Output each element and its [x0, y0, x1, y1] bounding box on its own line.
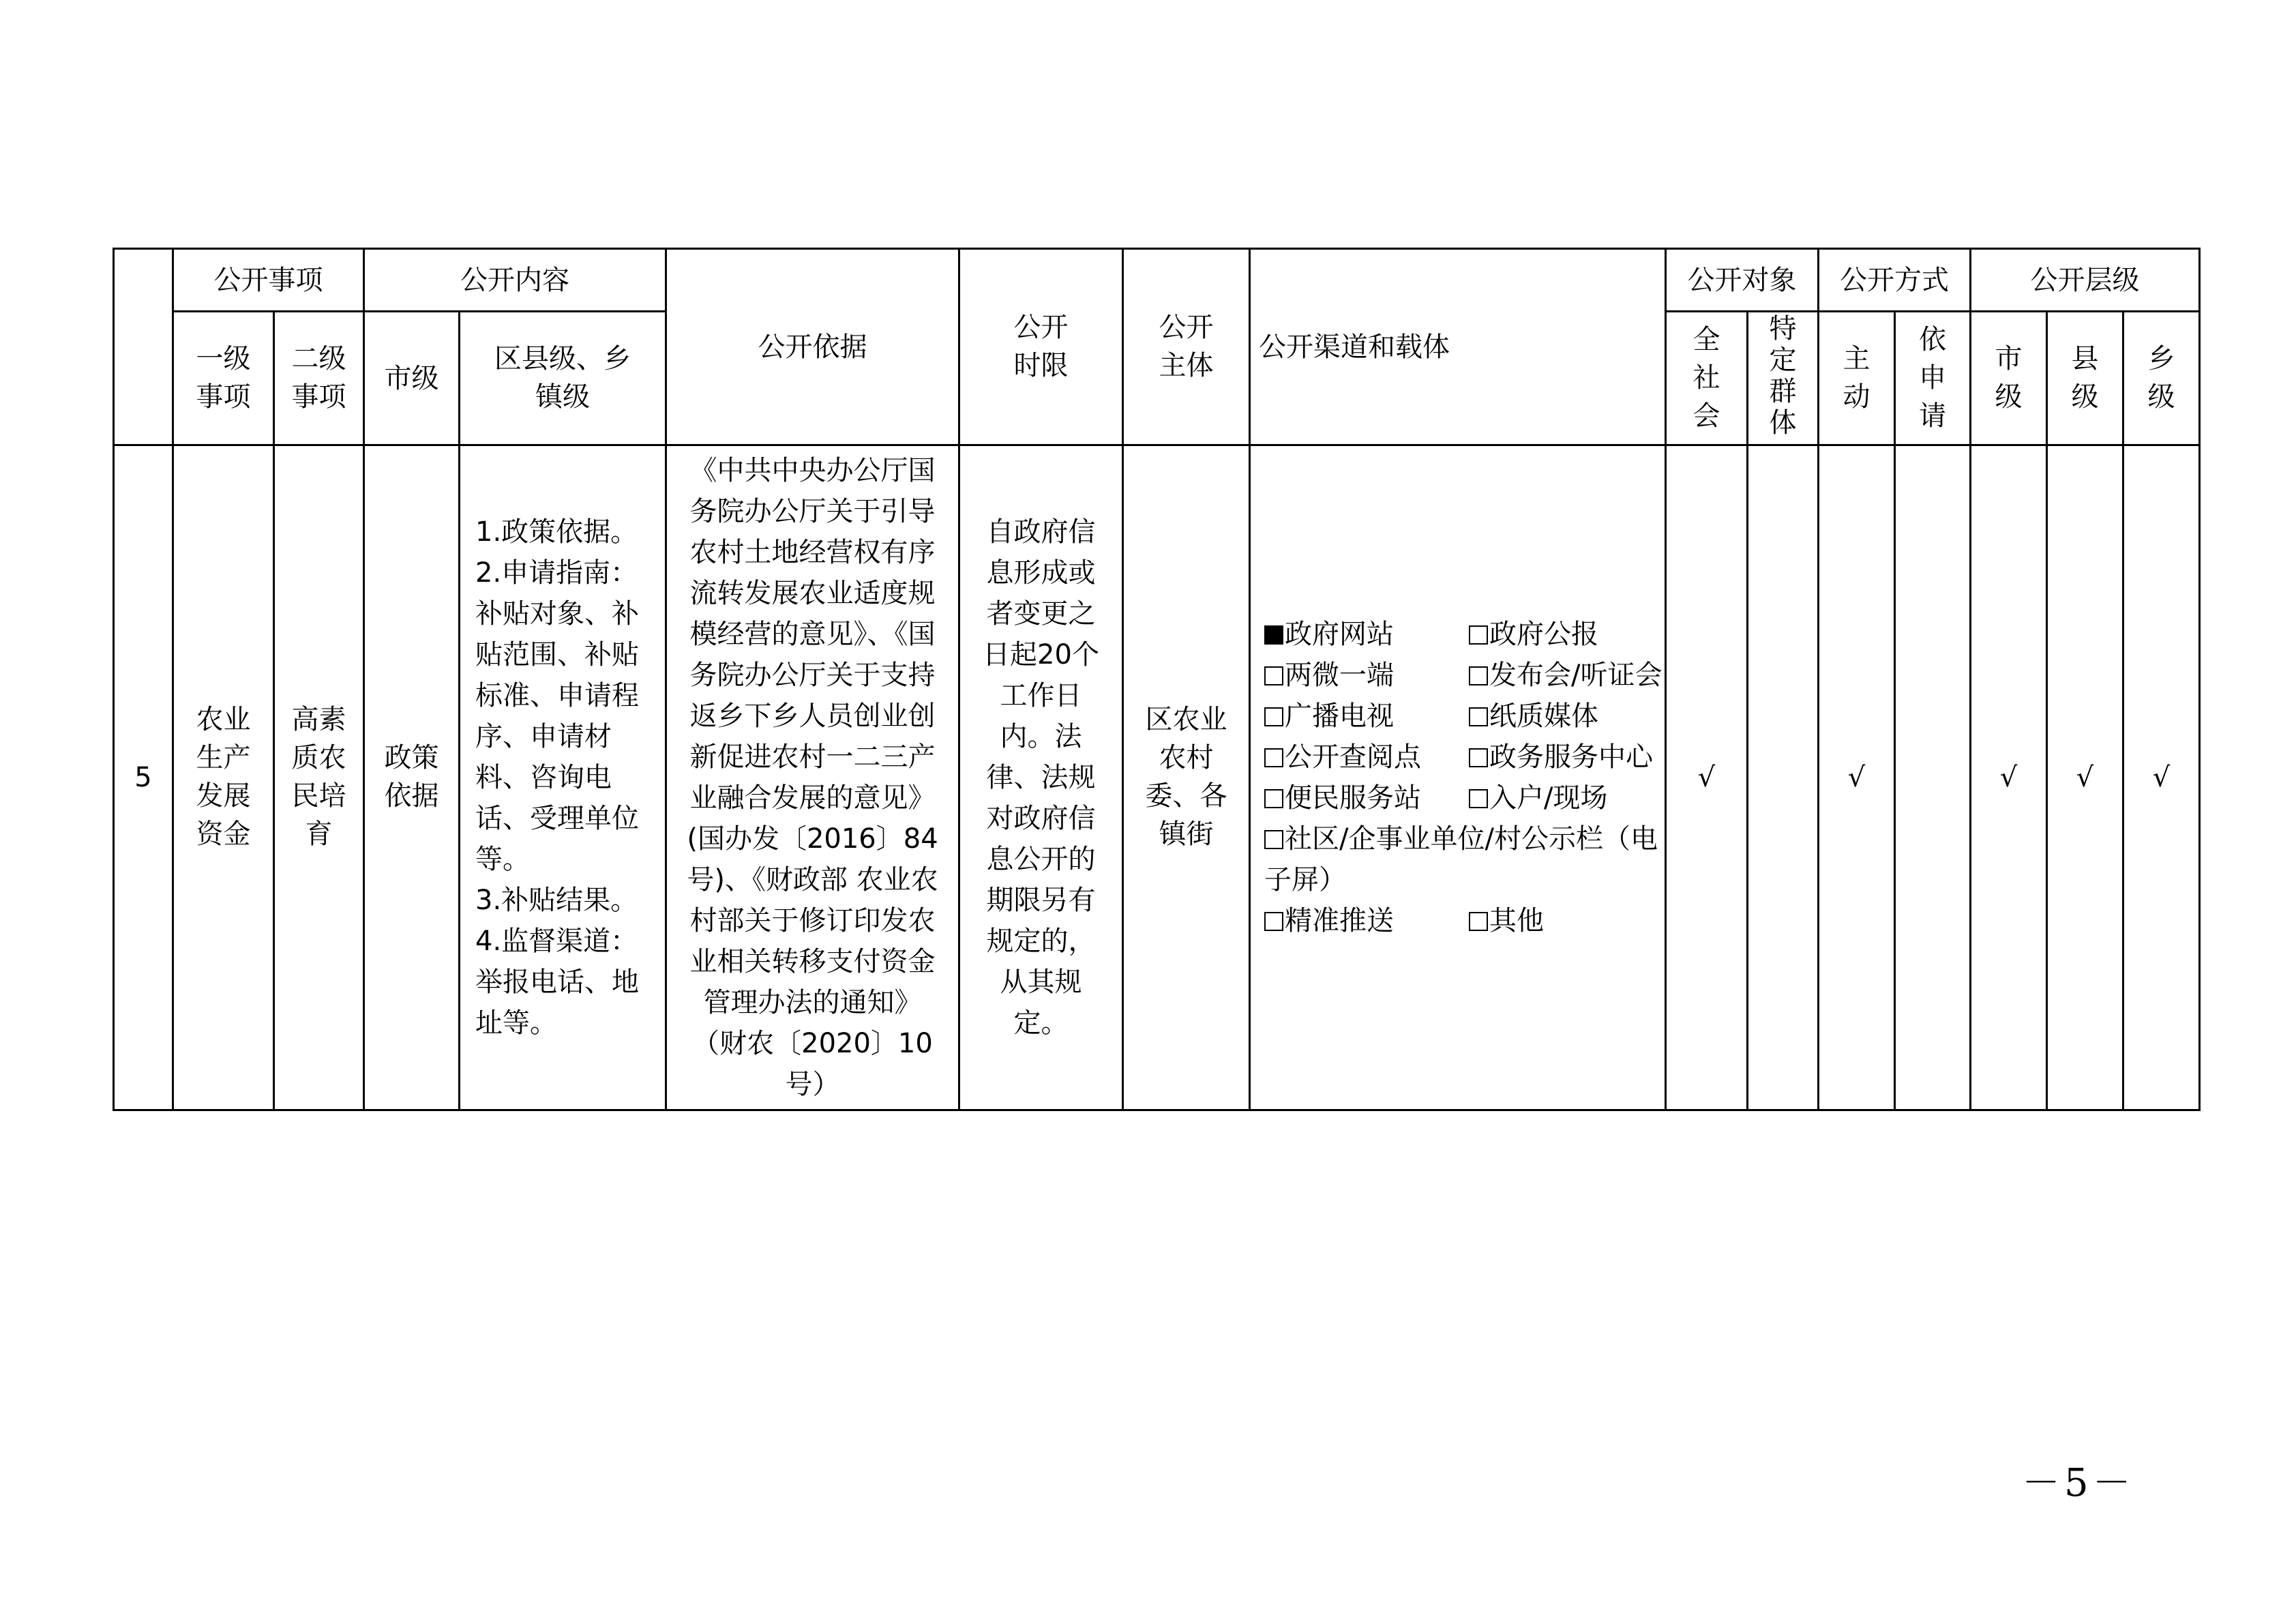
channel-item: [1264, 818, 1673, 900]
checkbox-icon: [1469, 789, 1488, 808]
channel-item: [1469, 737, 1673, 778]
header-lvl-city: 市级: [1971, 312, 2047, 445]
checkbox-icon: [1264, 789, 1283, 808]
check-lvl-county: √: [2047, 445, 2123, 1110]
channel-item: [1469, 614, 1673, 655]
channel-label: 社区/企事业单位/村公示栏（电子屏）: [1264, 823, 1658, 896]
check-lvl-city: √: [1971, 445, 2047, 1110]
checkbox-icon: [1264, 666, 1283, 685]
checked-box-icon: [1264, 625, 1283, 645]
row-time-limit: 自政府信息形成或者变更之日起20个工作日内。法律、法规对政府信息公开的期限另有规定的，从其规定。: [959, 445, 1123, 1110]
row-basis: 《中共中央办公厅国务院办公厅关于引导农村土地经营权有序流转发展农业适度规模经营的意见》、《国务院办公厅关于支持返乡下乡人员创业创新促进农村一二三产业融合发展的意见》(国办发〔2016〕84号)、《财政部 农业农村部关于修订印发农业相关转移支付资金管理办法的通知》（财农〔2020〕10号）: [666, 445, 959, 1110]
channel-item: [1264, 778, 1469, 818]
county-item: 1.政策依据。: [475, 516, 638, 548]
disclosure-table: [113, 248, 2201, 1111]
header-county-town: 区县级、乡镇级: [460, 312, 666, 445]
row-level1: 农业生产发展资金: [173, 445, 274, 1110]
channel-label: 公开查阅点: [1285, 741, 1421, 773]
header-channels: 公开渠道和载体: [1250, 249, 1666, 445]
header-lvl-county: 县级: [2047, 312, 2123, 445]
header-lvl-town: 乡级: [2123, 312, 2200, 445]
channel-label: 政府网站: [1285, 619, 1394, 650]
checkbox-icon: [1264, 912, 1283, 931]
channel-list: [1264, 614, 1663, 941]
channel-label: 便民服务站: [1285, 782, 1421, 814]
channel-item: [1264, 655, 1469, 696]
channel-label: 两微一端: [1285, 660, 1394, 691]
channel-item: [1469, 778, 1673, 818]
channel-item: [1264, 696, 1469, 737]
channel-label: 广播电视: [1285, 700, 1394, 732]
check-lvl-town: √: [2123, 445, 2200, 1110]
checkbox-icon: [1469, 912, 1488, 931]
channel-item: [1264, 614, 1469, 655]
header-row-1: [114, 249, 2200, 312]
checkbox-icon: [1264, 707, 1283, 726]
row-county-town: [460, 445, 666, 1110]
checkbox-icon: [1264, 748, 1283, 767]
check-proactive: √: [1819, 445, 1895, 1110]
checkbox-icon: [1469, 748, 1488, 767]
check-on-request: [1895, 445, 1971, 1110]
checkbox-icon: [1469, 707, 1488, 726]
header-matter: 公开事项: [173, 249, 364, 312]
header-proactive: 主动: [1819, 312, 1895, 445]
row-channels: [1250, 445, 1666, 1110]
channel-item: [1264, 900, 1469, 941]
channel-item: [1469, 696, 1673, 737]
header-method: 公开方式: [1819, 249, 1971, 312]
row-no: 5: [114, 445, 173, 1110]
header-on-request: 依申请: [1895, 312, 1971, 445]
row-city: 政策依据: [364, 445, 460, 1110]
checkbox-icon: [1469, 625, 1488, 645]
county-item: 2.申请指南：补贴对象、补贴范围、补贴标准、申请程序、申请材料、咨询电话、受理单位等。: [475, 557, 639, 875]
county-item: 3.补贴结果。: [475, 885, 638, 916]
header-subject: 公开主体: [1123, 249, 1250, 445]
header-level: 公开层级: [1971, 249, 2200, 312]
page-number: －5－: [2022, 1461, 2135, 1505]
check-specific-group: [1748, 445, 1819, 1110]
row-level2: 高素质农民培育: [274, 445, 364, 1110]
checkbox-icon: [1469, 666, 1488, 685]
channel-label: 入户/现场: [1489, 782, 1608, 814]
header-time-limit: 公开时限: [959, 249, 1123, 445]
channel-label: 精准推送: [1285, 905, 1394, 936]
channel-label: 发布会/听证会: [1489, 660, 1663, 691]
header-specific-group: 特定群体: [1748, 312, 1819, 445]
channel-label: 纸质媒体: [1489, 700, 1598, 732]
header-level1: 一级事项: [173, 312, 274, 445]
check-whole-society: √: [1666, 445, 1748, 1110]
header-basis: 公开依据: [666, 249, 959, 445]
channel-label: 政府公报: [1489, 619, 1598, 650]
channel-item: [1469, 900, 1673, 941]
channel-label: 其他: [1489, 905, 1544, 936]
table-row: [114, 445, 2200, 1110]
county-item: 4.监督渠道：举报电话、地址等。: [475, 926, 639, 1039]
header-city: 市级: [364, 312, 460, 445]
header-level2: 二级事项: [274, 312, 364, 445]
header-whole-society: 全社会: [1666, 312, 1748, 445]
row-subject: 区农业农村委、各镇街: [1123, 445, 1250, 1110]
channel-item: [1469, 655, 1673, 696]
header-no: [114, 249, 173, 445]
channel-item: [1264, 737, 1469, 778]
header-target: 公开对象: [1666, 249, 1819, 312]
checkbox-icon: [1264, 830, 1283, 849]
header-content: 公开内容: [364, 249, 666, 312]
channel-label: 政务服务中心: [1489, 741, 1653, 773]
